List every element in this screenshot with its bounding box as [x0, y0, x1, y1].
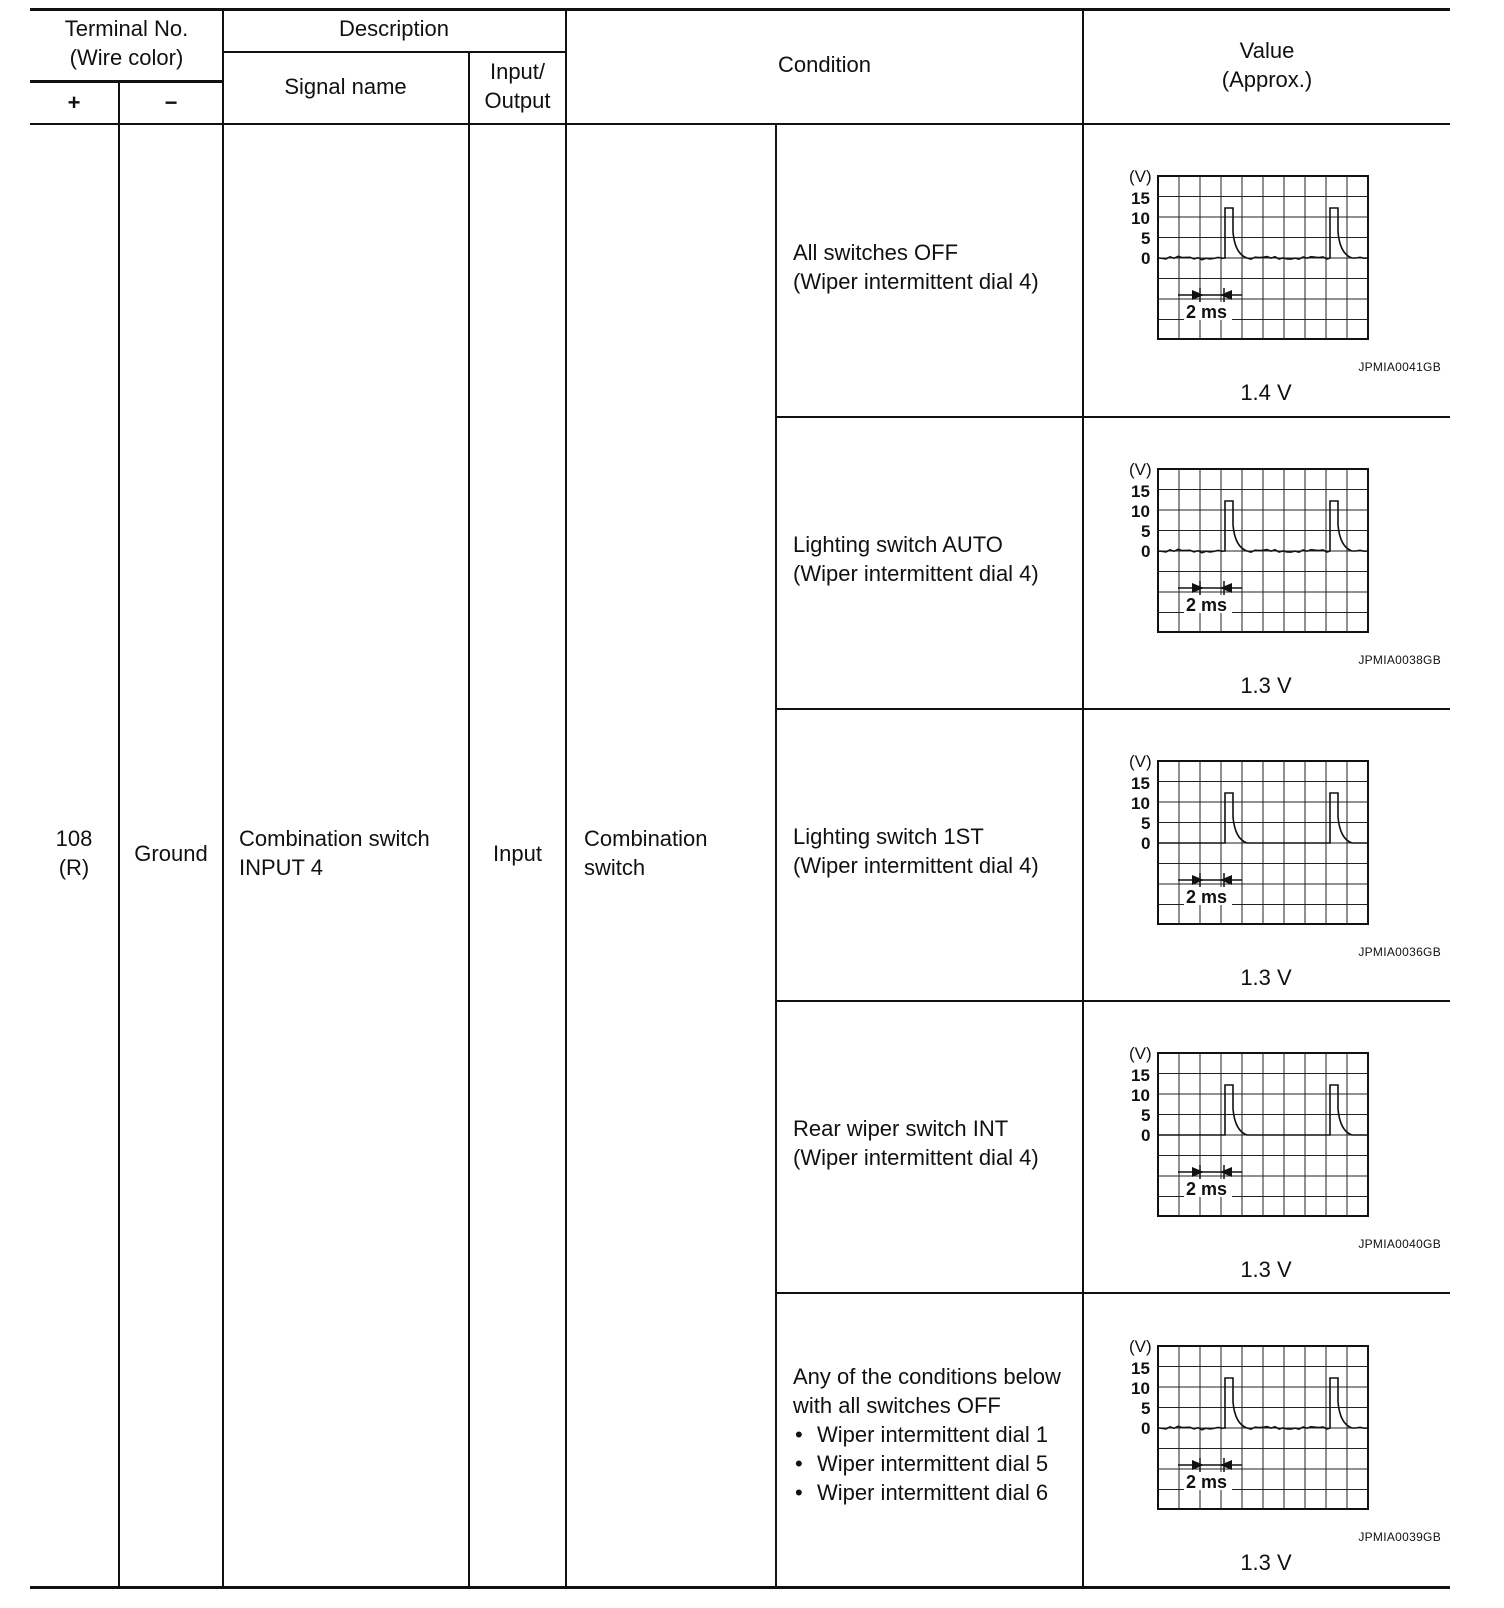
tick-label: 10 — [1131, 209, 1150, 228]
axis-unit-label: (V) — [1129, 1337, 1152, 1356]
condition-line: Lighting switch 1ST — [793, 824, 984, 849]
figure-code: JPMIA0038GB — [1358, 653, 1441, 667]
value-cell — [1083, 1001, 1449, 1293]
condition-item — [793, 238, 1083, 296]
tick-label: 15 — [1131, 482, 1150, 501]
condition-item — [793, 530, 1083, 588]
condition-line: (Wiper intermittent dial 4) — [793, 269, 1039, 294]
col-divider-condition-sub — [775, 124, 777, 1588]
col-divider-signal-io — [468, 52, 470, 1588]
terminal-subheader-rule — [30, 80, 223, 83]
axis-unit-label: (V) — [1129, 1044, 1152, 1063]
condition-bullet: • Wiper intermittent dial 6 — [793, 1478, 1083, 1507]
condition-line: Lighting switch AUTO — [793, 532, 1003, 557]
header-value: Value — [1239, 38, 1295, 63]
axis-unit-label: (V) — [1129, 460, 1152, 479]
tick-label: 5 — [1141, 522, 1151, 541]
condition-line: (Wiper intermittent dial 4) — [793, 853, 1039, 878]
condition-item — [793, 1362, 1083, 1507]
tick-label: 0 — [1141, 1126, 1151, 1145]
condition-main-line2: switch — [584, 855, 646, 880]
figure-code: JPMIA0040GB — [1358, 1237, 1441, 1251]
condition-bullet-list — [793, 1420, 1083, 1507]
tick-label: 15 — [1131, 1359, 1150, 1378]
header-signal-name: Signal name — [284, 74, 407, 99]
figure-code: JPMIA0039GB — [1358, 1530, 1441, 1544]
condition-bullet: • Wiper intermittent dial 1 — [793, 1420, 1083, 1449]
tick-label: 0 — [1141, 249, 1151, 268]
value-cell — [1083, 417, 1449, 709]
condition-bullet: • Wiper intermittent dial 5 — [793, 1449, 1083, 1478]
axis-unit-label: (V) — [1129, 752, 1152, 771]
header-wire-color: (Wire color) — [69, 45, 184, 70]
tick-label: 0 — [1141, 834, 1151, 853]
condition-line: (Wiper intermittent dial 4) — [793, 1145, 1039, 1170]
signal-name-line1: Combination switch — [239, 826, 430, 851]
terminal-minus-ground: Ground — [134, 841, 208, 866]
value-cell — [1083, 124, 1449, 416]
condition-line: with all switches OFF — [793, 1393, 1001, 1418]
table-bottom-rule — [30, 1586, 1450, 1589]
figure-code: JPMIA0041GB — [1358, 360, 1441, 374]
approx-value: 1.3 V — [1240, 965, 1292, 990]
description-subheader-rule — [223, 51, 565, 53]
figure-code: JPMIA0036GB — [1358, 945, 1441, 959]
condition-main-line1: Combination — [584, 826, 708, 851]
header-input-output-line1: Input/ — [489, 59, 546, 84]
condition-line: Rear wiper switch INT — [793, 1116, 1009, 1141]
time-scale-label: 2 ms — [1186, 1179, 1228, 1199]
approx-value: 1.3 V — [1240, 1550, 1292, 1575]
condition-line: Any of the conditions below — [793, 1364, 1061, 1389]
terminal-wire-color: (R) — [58, 855, 90, 880]
table-top-rule — [30, 8, 1450, 11]
approx-value: 1.3 V — [1240, 1257, 1292, 1282]
tick-label: 5 — [1141, 1399, 1151, 1418]
tick-label: 5 — [1141, 814, 1151, 833]
header-condition: Condition — [778, 52, 871, 77]
col-divider-plus-minus — [118, 81, 120, 1588]
time-scale-label: 2 ms — [1186, 595, 1228, 615]
header-minus: − — [164, 90, 178, 115]
tick-label: 5 — [1141, 1106, 1151, 1125]
condition-line: All switches OFF — [793, 240, 959, 265]
terminal-plus-number: 108 — [55, 826, 93, 851]
tick-label: 10 — [1131, 1086, 1150, 1105]
condition-line: (Wiper intermittent dial 4) — [793, 561, 1039, 586]
header-approx: (Approx.) — [1221, 67, 1313, 92]
approx-value: 1.4 V — [1240, 380, 1292, 405]
tick-label: 10 — [1131, 1379, 1150, 1398]
time-scale-label: 2 ms — [1186, 1472, 1228, 1492]
header-input-output-line2: Output — [484, 88, 551, 113]
header-plus: + — [67, 90, 81, 115]
tick-label: 0 — [1141, 542, 1151, 561]
tick-label: 15 — [1131, 1066, 1150, 1085]
condition-item — [793, 822, 1083, 880]
value-cell — [1083, 709, 1449, 1001]
tick-label: 5 — [1141, 229, 1151, 248]
col-divider-terminal-description — [222, 9, 224, 1588]
approx-value: 1.3 V — [1240, 673, 1292, 698]
time-scale-label: 2 ms — [1186, 887, 1228, 907]
tick-label: 15 — [1131, 774, 1150, 793]
col-divider-description-condition — [565, 9, 567, 1588]
header-terminal-no: Terminal No. — [64, 16, 189, 41]
tick-label: 10 — [1131, 794, 1150, 813]
tick-label: 10 — [1131, 502, 1150, 521]
input-output-value: Input — [493, 841, 542, 866]
value-cell — [1083, 1294, 1449, 1586]
axis-unit-label: (V) — [1129, 167, 1152, 186]
header-description: Description — [338, 16, 450, 41]
tick-label: 0 — [1141, 1419, 1151, 1438]
time-scale-label: 2 ms — [1186, 302, 1228, 322]
condition-item — [793, 1114, 1083, 1172]
tick-label: 15 — [1131, 189, 1150, 208]
signal-name-line2: INPUT 4 — [239, 855, 323, 880]
